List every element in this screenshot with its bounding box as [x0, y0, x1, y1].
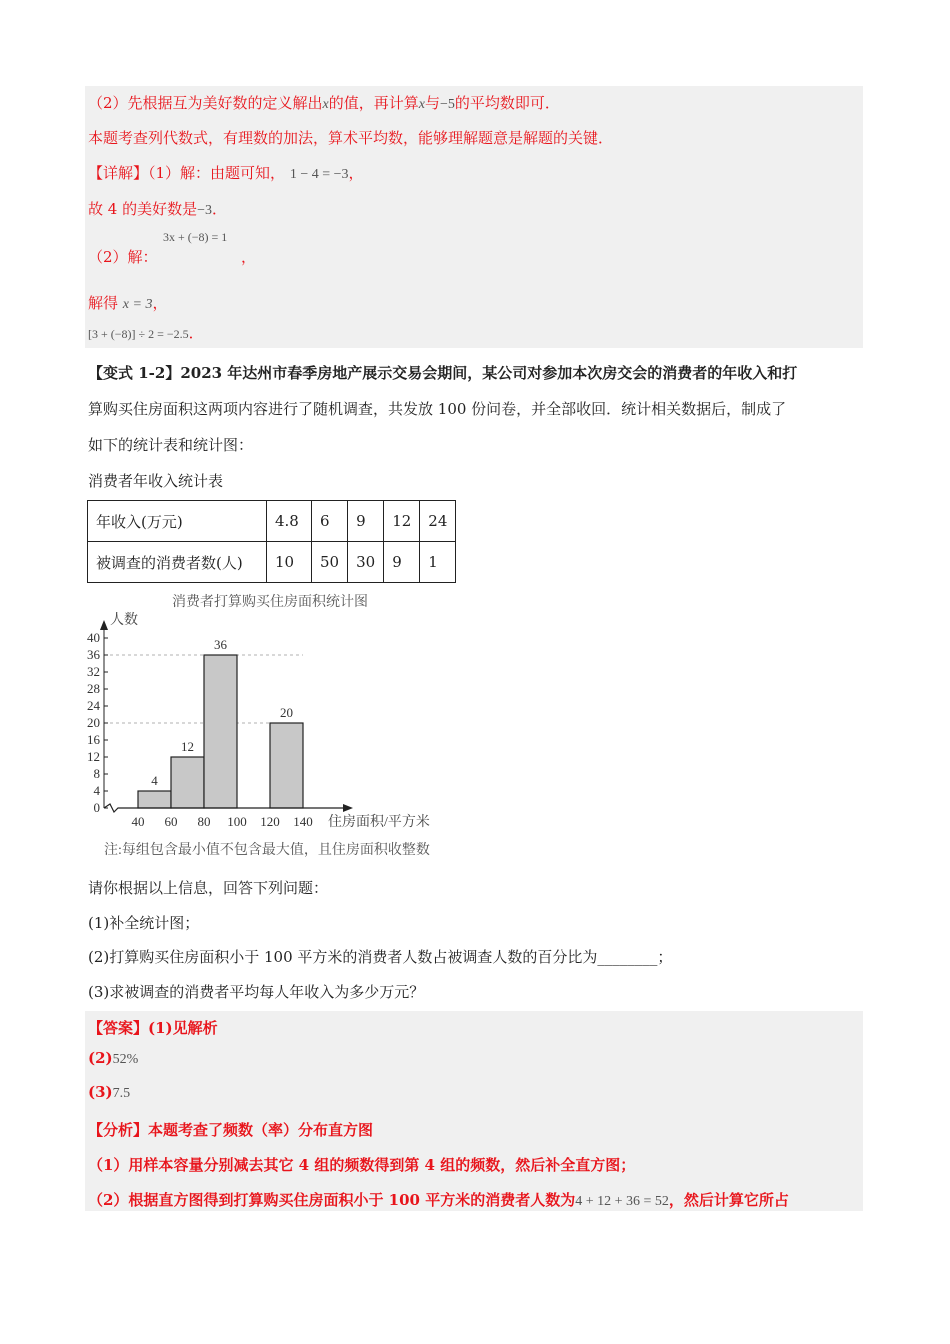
table-cell: 1	[420, 542, 456, 583]
chart-x-tick-label: 120	[260, 814, 280, 829]
answer-line-2: (2)52%	[88, 1049, 139, 1067]
chart-y-tick-label: 40	[87, 630, 100, 645]
chart-title: 消费者打算购买住房面积统计图	[172, 595, 368, 610]
solution-line-4: 故 4 的美好数是−3．	[88, 200, 228, 218]
table-cell: 9	[384, 542, 420, 583]
table-row-label: 年收入(万元)	[88, 501, 267, 542]
table-row	[88, 542, 456, 583]
answer-line-3: (3)7.5	[88, 1083, 131, 1101]
problem-line-2: 算购买住房面积这两项内容进行了随机调查，共发放 100 份问卷，并全部收回．统计相关数据后，制成了	[88, 400, 787, 418]
chart-y-arrow	[100, 620, 108, 630]
solution-line-2: 本题考查列代数式，有理数的加法，算术平均数，能够理解题意是解题的关键．	[88, 129, 614, 147]
chart-x-tick-label: 40	[131, 814, 145, 829]
chart-note: 注:每组包含最小值不包含最大值，且住房面积收整数	[104, 843, 430, 858]
chart-bar	[138, 791, 171, 808]
answer-line-1: 【答案】(1)见解析	[88, 1019, 218, 1037]
question-intro: 请你根据以上信息，回答下列问题：	[88, 879, 329, 897]
chart-xlabel: 住房面积/平方米	[328, 815, 430, 830]
solution-line-5: （2）解：	[88, 248, 158, 266]
table-cell: 9	[348, 501, 384, 542]
table-title: 消费者年收入统计表	[88, 472, 224, 490]
solution-line-3: 【详解】（1）解：由题可知， 1 − 4 = −3，	[88, 164, 364, 182]
chart-y-tick-label: 20	[87, 715, 100, 730]
analysis-line-1: 【分析】本题考查了频数（率）分布直方图	[88, 1121, 374, 1139]
chart-y-tick-label: 32	[87, 664, 100, 679]
income-table	[87, 500, 456, 583]
table-cell: 12	[384, 501, 420, 542]
chart-bar	[171, 757, 204, 808]
chart-ylabel: 人数	[110, 613, 138, 628]
chart-y-tick-label: 16	[87, 732, 100, 747]
chart-bar-label: 12	[181, 739, 194, 754]
chart-bar-label: 4	[151, 773, 158, 788]
chart-x-arrow	[343, 804, 353, 812]
analysis-line-2: （1）用样本容量分别减去其它 4 组的频数得到第 4 组的频数，然后补全直方图；	[88, 1156, 636, 1174]
chart-bar-label: 20	[280, 705, 293, 720]
chart-x-tick-label: 140	[293, 814, 313, 829]
chart-bar	[204, 655, 237, 808]
question-2: (2)打算购买住房面积小于 100 平方米的消费者人数占被调查人数的百分比为________；	[88, 948, 673, 966]
table-row	[88, 501, 456, 542]
chart-bar	[270, 723, 303, 808]
chart-x-tick-label: 60	[164, 814, 178, 829]
chart-y-tick-label: 4	[93, 783, 100, 798]
table-cell: 50	[312, 542, 348, 583]
chart-x-tick-label: 80	[197, 814, 211, 829]
solution-line-6: 解得 x = 3，	[88, 294, 168, 312]
chart-x-tick-label: 100	[227, 814, 247, 829]
equation-3x-comma: ，	[241, 248, 257, 266]
chart-y-tick-label: 0	[93, 800, 100, 815]
answer-box	[85, 1011, 863, 1211]
equation-3x: 3x + (−8) = 1	[163, 230, 228, 244]
housing-area-histogram	[80, 590, 500, 860]
analysis-line-3: （2）根据直方图得到打算购买住房面积小于 100 平方米的消费者人数为4 + 12 + 36 = 52，然后计算它所占	[88, 1191, 789, 1209]
problem-line-3: 如下的统计表和统计图：	[88, 436, 254, 454]
table-cell: 6	[312, 501, 348, 542]
chart-y-tick-label: 8	[93, 766, 100, 781]
table-row-label: 被调查的消费者数(人)	[88, 542, 267, 583]
solution-line-1: （2）先根据互为美好数的定义解出x的值，再计算x与−5的平均数即可．	[88, 94, 560, 112]
chart-y-tick-label: 36	[87, 647, 100, 662]
chart-y-tick-label: 28	[87, 681, 100, 696]
table-cell: 24	[420, 501, 456, 542]
table-cell: 4.8	[267, 501, 312, 542]
chart-y-tick-label: 12	[87, 749, 100, 764]
chart-bar-label: 36	[214, 637, 227, 652]
chart-y-tick-label: 24	[87, 698, 100, 713]
table-cell: 30	[348, 542, 384, 583]
solution-line-7: [3 + (−8)] ÷ 2 = −2.5．	[88, 324, 204, 342]
question-1: (1)补全统计图；	[88, 914, 200, 932]
question-3: (3)求被调查的消费者平均每人年收入为多少万元？	[88, 983, 425, 1001]
problem-line-1: 【变式 1-2】2023 年达州市春季房地产展示交易会期间，某公司对参加本次房交会的消费者的年收入和打	[88, 364, 798, 382]
table-cell: 10	[267, 542, 312, 583]
